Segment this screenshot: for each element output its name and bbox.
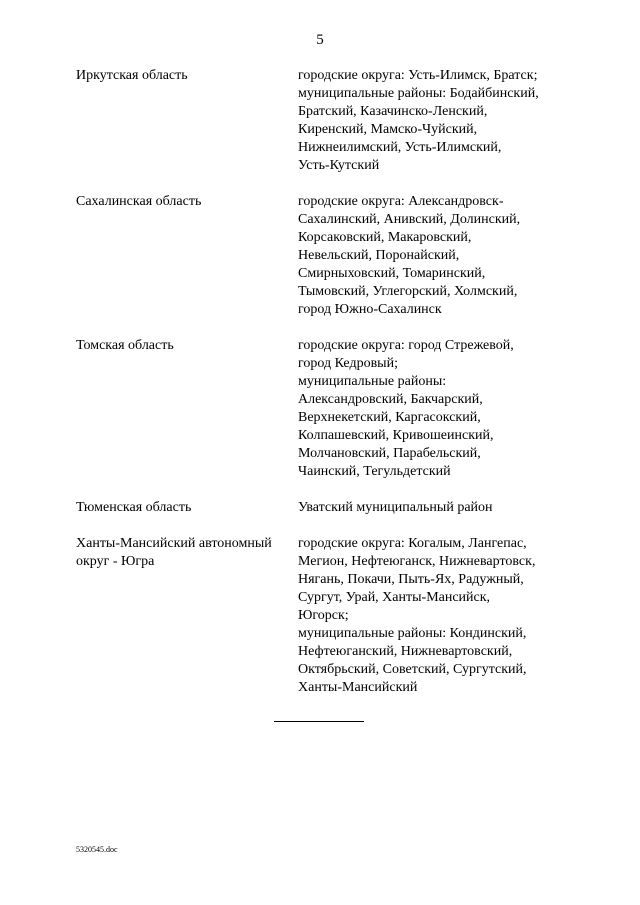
- region-name: Тюменская область: [76, 500, 192, 515]
- municipality-list: [298, 499, 576, 517]
- municipality-line: Чаинский, Тегульдетский: [298, 464, 451, 479]
- municipality-line: Колпашевский, Кривошеинский,: [298, 428, 494, 443]
- municipality-line: Смирныховский, Томаринский,: [298, 266, 486, 281]
- municipality-line: Ханты-Мансийский: [298, 680, 418, 695]
- municipality-line: городские округа: Когалым, Лангепас,: [298, 536, 527, 551]
- region-entry: [76, 535, 576, 697]
- municipality-line: город Южно-Сахалинск: [298, 302, 442, 317]
- municipality-line: Октябрьский, Советский, Сургутский,: [298, 662, 527, 677]
- municipality-line: город Кедровый;: [298, 356, 398, 371]
- region-entry: [76, 337, 576, 481]
- municipality-line: Нижнеилимский, Усть-Илимский,: [298, 140, 502, 155]
- municipality-line: Югорск;: [298, 608, 349, 623]
- municipality-line: Сургут, Урай, Ханты-Мансийск,: [298, 590, 491, 605]
- region-entry: [76, 193, 576, 319]
- closing-rule-divider: [274, 721, 364, 722]
- municipality-list: [298, 193, 576, 319]
- municipality-line: Киренский, Мамско-Чуйский,: [298, 122, 478, 137]
- municipality-line: Молчановский, Парабельский,: [298, 446, 481, 461]
- municipality-line: Усть-Кутский: [298, 158, 380, 173]
- municipality-line: Мегион, Нефтеюганск, Нижневартовск,: [298, 554, 536, 569]
- page-number: 5: [316, 32, 324, 48]
- municipality-line: городские округа: Александровск-: [298, 194, 504, 209]
- region-name: Ханты-Мансийский автономный округ - Югра: [76, 536, 272, 569]
- municipality-line: Александровский, Бакчарский,: [298, 392, 483, 407]
- region-name: Томская область: [76, 338, 174, 353]
- region-entry: [76, 67, 576, 175]
- region-name: Сахалинская область: [76, 194, 202, 209]
- municipality-list: [298, 535, 576, 697]
- municipality-line: Верхнекетский, Каргасокский,: [298, 410, 481, 425]
- municipality-line: городские округа: Усть-Илимск, Братск;: [298, 68, 538, 83]
- municipality-line: муниципальные районы: Кондинский,: [298, 626, 527, 641]
- municipality-line: городские округа: город Стрежевой,: [298, 338, 514, 353]
- municipality-line: муниципальные районы:: [298, 374, 447, 389]
- municipality-line: Нягань, Покачи, Пыть-Ях, Радужный,: [298, 572, 524, 587]
- municipality-line: Невельский, Поронайский,: [298, 248, 460, 263]
- document-file-id: 5320545.doc: [76, 845, 118, 854]
- municipality-list: [298, 337, 576, 481]
- municipality-line: Тымовский, Углегорский, Холмский,: [298, 284, 518, 299]
- municipality-line: Нефтеюганский, Нижневартовский,: [298, 644, 513, 659]
- municipality-line: муниципальные районы: Бодайбинский,: [298, 86, 539, 101]
- region-list: [76, 67, 576, 715]
- municipality-line: Сахалинский, Анивский, Долинский,: [298, 212, 521, 227]
- municipality-line: Братский, Казачинско-Ленский,: [298, 104, 488, 119]
- region-entry: [76, 499, 576, 517]
- municipality-line: Корсаковский, Макаровский,: [298, 230, 472, 245]
- municipality-line: Уватский муниципальный район: [298, 500, 493, 515]
- municipality-list: [298, 67, 576, 175]
- region-name: Иркутская область: [76, 68, 188, 83]
